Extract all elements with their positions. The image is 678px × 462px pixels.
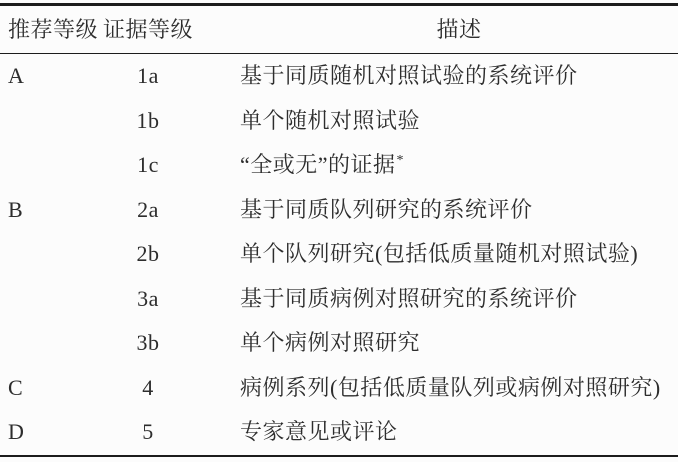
- header-recommendation-grade: 推荐等级: [8, 16, 99, 42]
- description: [196, 65, 678, 87]
- evidence-grading-table-page: [0, 3, 678, 462]
- header-evidence-level: 证据等级: [102, 16, 193, 42]
- description-text: “全或无”的证据: [240, 152, 396, 178]
- description-text: 单个队列研究(包括低质量随机对照试验): [240, 241, 639, 267]
- evidence-level: 1b: [136, 107, 160, 133]
- table-row: [0, 366, 678, 411]
- description-text: 基于同质病例对照研究的系统评价: [240, 285, 578, 311]
- evidence-level: 2a: [137, 196, 159, 222]
- recommendation-grade: D: [8, 419, 25, 445]
- description: [196, 285, 678, 311]
- description-text: 专家意见或评论: [240, 419, 398, 445]
- recommendation-grade: B: [8, 196, 24, 222]
- evidence-level: 1c: [137, 152, 159, 178]
- description: [196, 154, 678, 176]
- table-row: [0, 143, 678, 188]
- table-row: [0, 99, 678, 144]
- description: [196, 374, 678, 400]
- description-text: 单个随机对照试验: [240, 107, 421, 133]
- table-row: [0, 54, 678, 99]
- description: [196, 196, 678, 222]
- description: [196, 421, 678, 443]
- description: [196, 107, 678, 133]
- description-text: 基于同质随机对照试验的系统评价: [240, 63, 578, 89]
- description-text: 单个病例对照研究: [240, 330, 421, 356]
- header-description: 描述: [436, 16, 482, 42]
- evidence-level: 4: [142, 374, 154, 400]
- evidence-level: 3b: [136, 330, 160, 356]
- evidence-level: 1a: [137, 63, 159, 89]
- recommendation-grade: A: [8, 63, 25, 89]
- evidence-grading-table: [0, 3, 678, 457]
- evidence-level: 2b: [136, 241, 160, 267]
- description: [196, 332, 678, 354]
- description-text: 基于同质队列研究的系统评价: [240, 196, 533, 222]
- evidence-level: 3a: [137, 285, 159, 311]
- footnote-asterisk: *: [396, 152, 405, 168]
- table-row: [0, 410, 678, 455]
- table-row: [0, 321, 678, 366]
- description: [196, 243, 678, 265]
- table-row: [0, 277, 678, 322]
- table-header-row: [0, 6, 678, 54]
- recommendation-grade: C: [8, 374, 24, 400]
- evidence-level: 5: [142, 419, 154, 445]
- description-text: 病例系列(包括低质量队列或病例对照研究): [240, 374, 661, 400]
- table-row: [0, 232, 678, 277]
- table-row: [0, 188, 678, 233]
